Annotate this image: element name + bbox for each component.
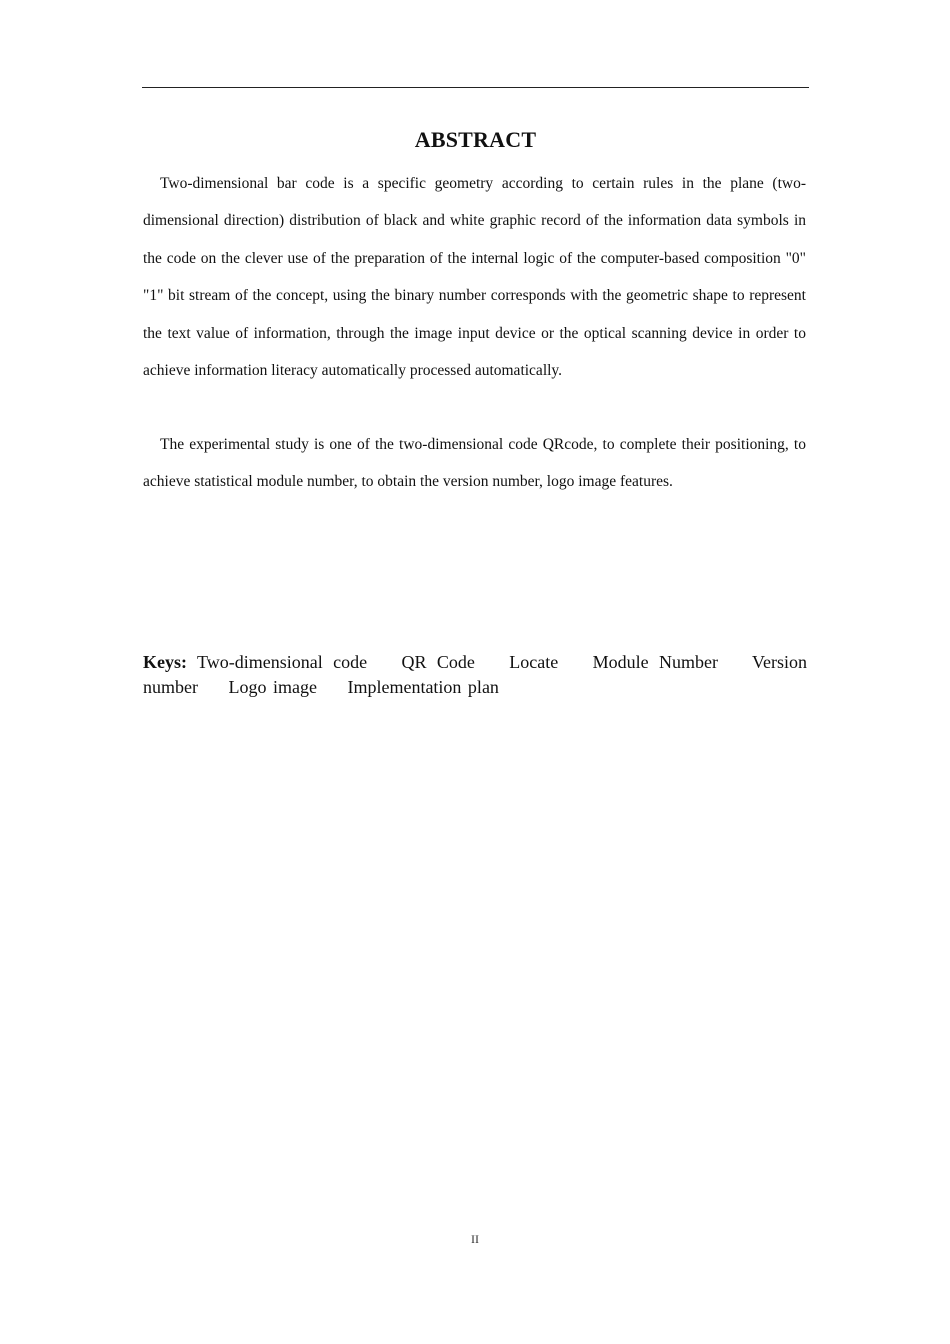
keyword-3: Locate [509, 652, 559, 672]
keywords-line [143, 650, 807, 700]
keyword-5: Version number [143, 652, 807, 697]
keyword-7: Implementation plan [347, 677, 499, 697]
abstract-title: ABSTRACT [414, 127, 537, 152]
abstract-paragraph-1: Two-dimensional bar code is a specific geometry according to certain rules in the plane (two-dimensional direction) distribution of black and white graphic record of the information data symbols in the code on the clever use of the preparation of the internal logic of the computer-based composition "0" "1" bit stream of the concept, using the binary number corresponds with the geometric shape to represent the text value of information, through the image input device or the optical scanning device in order to achieve information literacy automatically processed automatically. [143, 175, 806, 380]
keyword-6: Logo image [228, 677, 317, 697]
abstract-paragraph-2: The experimental study is one of the two-dimensional code QRcode, to complete their positioning, to achieve statistical module number, to obtain the version number, logo image features. [143, 436, 806, 491]
header-rule [142, 87, 809, 88]
keywords-label: Keys: [143, 652, 187, 672]
page-number: II [471, 1232, 479, 1246]
keyword-1: Two-dimensional code [197, 652, 368, 672]
keyword-4: Module Number [592, 652, 718, 672]
keyword-2: QR Code [401, 652, 475, 672]
